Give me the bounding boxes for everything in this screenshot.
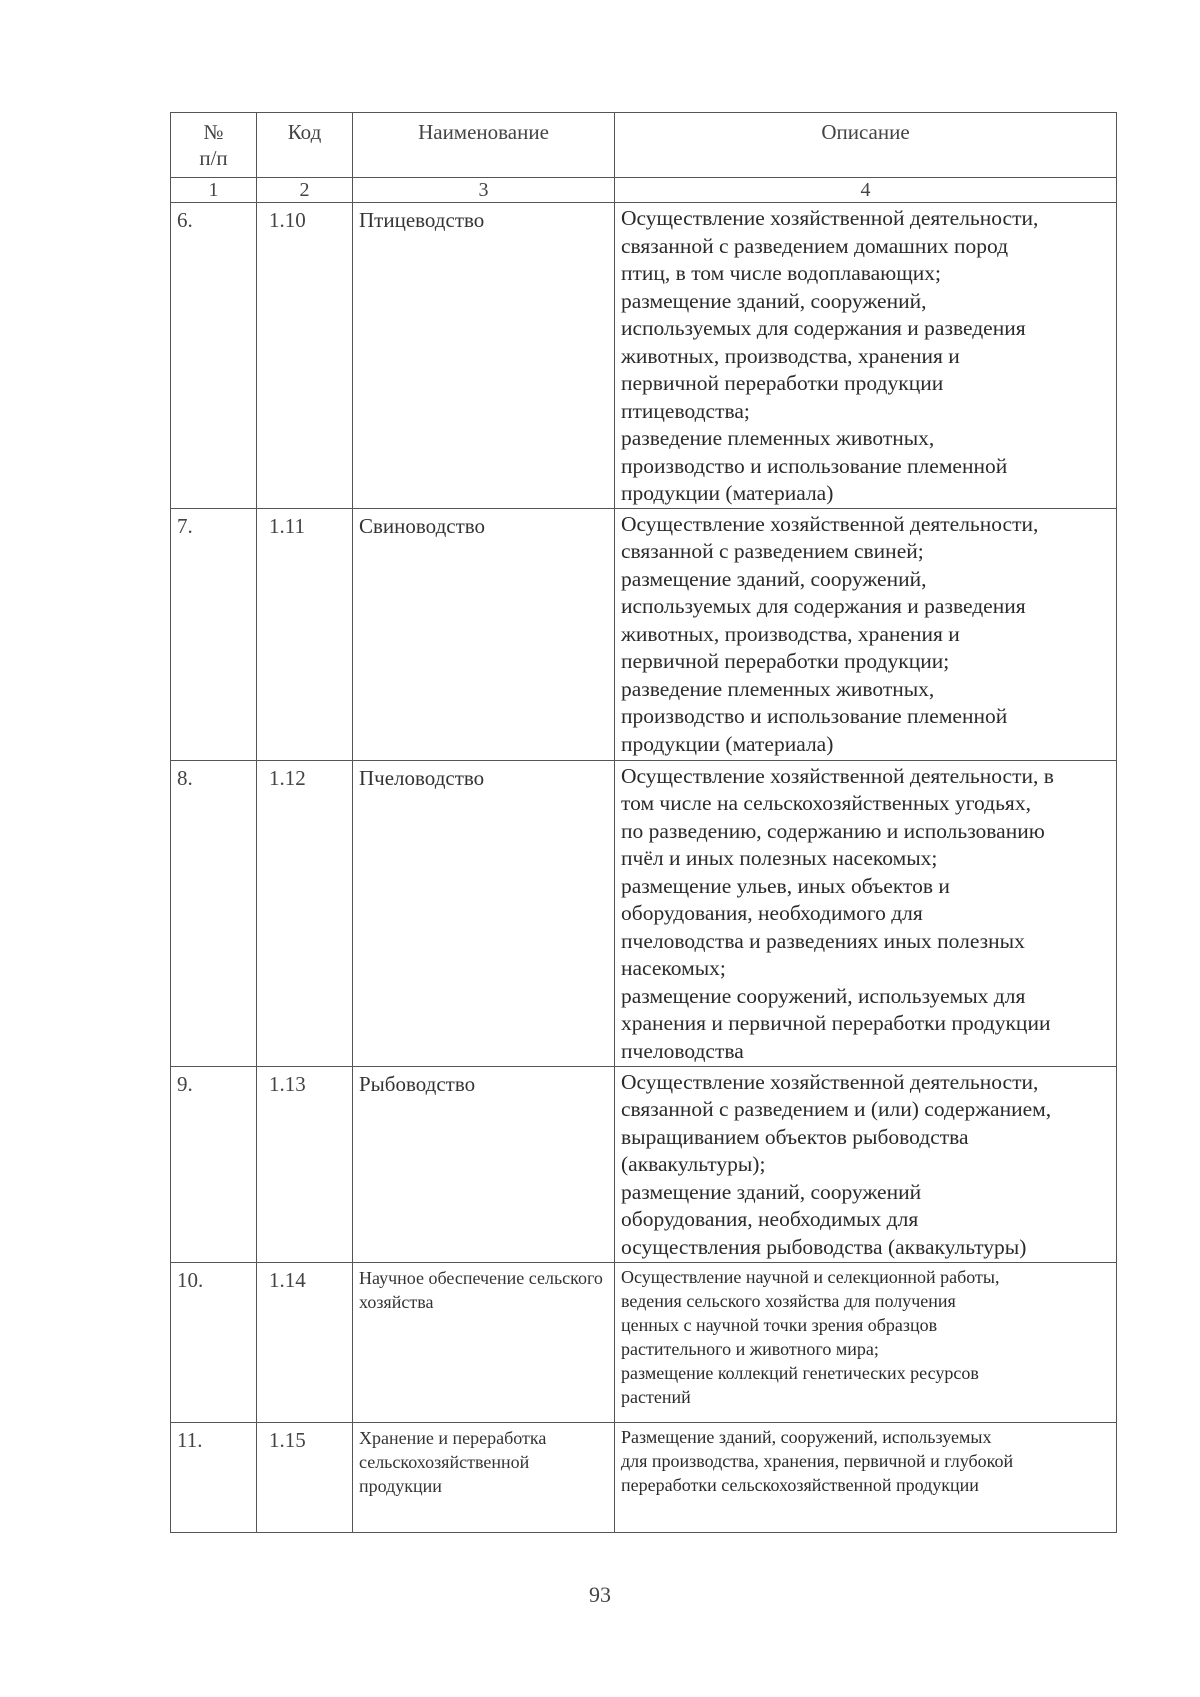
description-line: размещение зданий, сооружений [621, 1179, 922, 1204]
column-number-3: 3 [353, 178, 615, 203]
description-line: Осуществление научной и селекционной работы, [621, 1266, 1000, 1287]
column-number-row [171, 178, 1117, 203]
row-code: 1.14 [257, 1262, 353, 1422]
description-line: Осуществление хозяйственной деятельности, в [621, 763, 1054, 788]
description-line: производство и использование племенной [621, 704, 1008, 728]
description-line: птиц, в том числе водоплавающих; [621, 261, 941, 285]
description-line: размещение ульев, иных объектов и [621, 873, 950, 898]
column-number-2: 2 [257, 178, 353, 203]
description-line: насекомых; [621, 956, 726, 980]
row-name: Хранение и переработка сельскохозяйственной продукции [353, 1422, 615, 1532]
description-line: используемых для содержания и разведения [621, 316, 1026, 340]
row-number: 8. [171, 760, 257, 1066]
row-code: 1.11 [257, 508, 353, 760]
table-row [171, 203, 1117, 509]
description-line: разведение племенных животных, [621, 426, 935, 450]
row-number: 6. [171, 203, 257, 509]
description-line: разведение племенных животных, [621, 676, 935, 701]
description-line: размещение зданий, сооружений, [621, 566, 927, 591]
page-number: 93 [589, 1582, 611, 1607]
row-code: 1.13 [257, 1066, 353, 1262]
row-number: 7. [171, 508, 257, 760]
description-line: первичной переработки продукции [621, 371, 944, 395]
description-line: связанной с разведением и (или) содержанием, [621, 1097, 1052, 1121]
description-line: Размещение зданий, сооружений, используемых [621, 1426, 992, 1447]
table-row [171, 508, 1117, 760]
description-line: животных, производства, хранения и [621, 621, 960, 646]
description-line: ведения сельского хозяйства для получения [621, 1290, 956, 1311]
table-row [171, 1422, 1117, 1532]
table-row [171, 1262, 1117, 1422]
description-line: связанной с разведением свиней; [621, 539, 924, 563]
header-name: Наименование [353, 113, 615, 178]
description-line: оборудования, необходимого для [621, 901, 923, 925]
row-name: Научное обеспечение сельского хозяйства [353, 1262, 615, 1422]
description-line: хранения и первичной переработки продукции [621, 1011, 1051, 1035]
table-row [171, 1066, 1117, 1262]
row-number: 9. [171, 1066, 257, 1262]
description-line: растений [621, 1386, 691, 1407]
description-line: птицеводства; [621, 398, 750, 423]
description-line: размещение зданий, сооружений, [621, 288, 927, 313]
description-line: Осуществление хозяйственной деятельности, [621, 511, 1039, 536]
description-line: Осуществление хозяйственной деятельности, [621, 206, 1039, 230]
description-line: для производства, хранения, первичной и глубокой [621, 1450, 1014, 1471]
description-line: растительного и животного мира; [621, 1338, 879, 1359]
table-header-row [171, 113, 1117, 178]
row-code: 1.15 [257, 1422, 353, 1532]
header-code: Код [257, 113, 353, 178]
description-line: пчёл и иных полезных насекомых; [621, 846, 938, 870]
description-line: производство и использование племенной [621, 453, 1008, 478]
row-number: 11. [171, 1422, 257, 1532]
description-line: по разведению, содержанию и использованию [621, 818, 1045, 843]
row-description [615, 203, 1117, 509]
description-line: первичной переработки продукции; [621, 649, 950, 673]
row-name: Пчеловодство [353, 760, 615, 1066]
row-code: 1.12 [257, 760, 353, 1066]
description-line: продукции (материала) [621, 481, 834, 505]
header-number: № п/п [171, 113, 257, 178]
row-number: 10. [171, 1262, 257, 1422]
description-line: выращиванием объектов рыбоводства [621, 1124, 969, 1149]
row-name: Птицеводство [353, 203, 615, 509]
row-code: 1.10 [257, 203, 353, 509]
description-line: (аквакультуры); [621, 1152, 766, 1176]
header-description: Описание [615, 113, 1117, 178]
row-name: Свиноводство [353, 508, 615, 760]
row-description [615, 1262, 1117, 1422]
description-line: размещение сооружений, используемых для [621, 983, 1026, 1008]
description-line: переработки сельскохозяйственной продукции [621, 1474, 979, 1495]
land-use-table [170, 112, 1117, 1533]
description-line: животных, производства, хранения и [621, 343, 960, 368]
description-line: связанной с разведением домашних пород [621, 233, 1009, 258]
description-line: Осуществление хозяйственной деятельности, [621, 1069, 1039, 1094]
row-description [615, 508, 1117, 760]
description-line: осуществления рыбоводства (аквакультуры) [621, 1234, 1027, 1259]
description-line: используемых для содержания и разведения [621, 594, 1026, 618]
row-name: Рыбоводство [353, 1066, 615, 1262]
description-line: пчеловодства и разведениях иных полезных [621, 928, 1025, 953]
description-line: ценных с научной точки зрения образцов [621, 1314, 938, 1335]
row-description [615, 1422, 1117, 1532]
row-description [615, 760, 1117, 1066]
column-number-1: 1 [171, 178, 257, 203]
description-line: пчеловодства [621, 1038, 744, 1063]
description-line: размещение коллекций генетических ресурсов [621, 1362, 979, 1383]
description-line: том числе на сельскохозяйственных угодьях, [621, 791, 1031, 815]
row-description [615, 1066, 1117, 1262]
column-number-4: 4 [615, 178, 1117, 203]
description-line: продукции (материала) [621, 731, 834, 756]
table-row [171, 760, 1117, 1066]
description-line: оборудования, необходимых для [621, 1207, 919, 1231]
